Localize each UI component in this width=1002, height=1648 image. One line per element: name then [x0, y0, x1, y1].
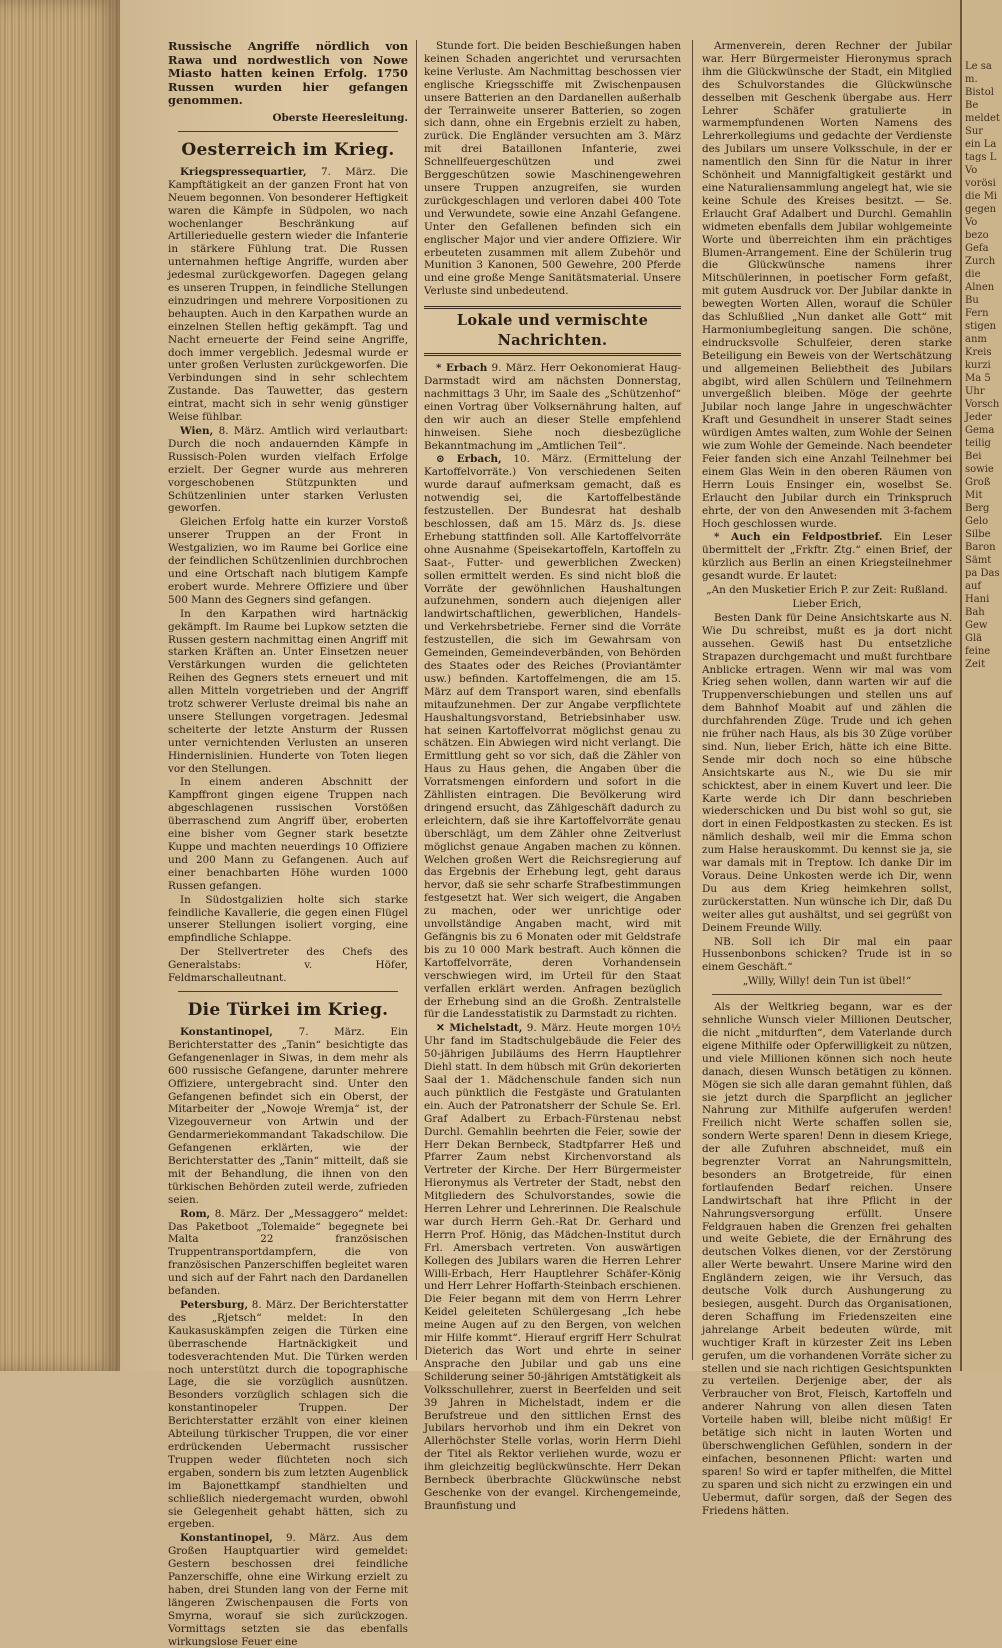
article-paragraph: Als der Weltkrieg begann, war es der sehnliche Wunsch vieler Millionen Deutscher, die nicht „mitdurften“, dem Vaterlande durch eigene Mithilfe oder Opferwilligkeit zu nützen, und viele Millionen können sich noch heute danach, diesen Wunsch betätigen zu können. Mögen sie sich alle daran gemahnt fühlen, daß sie jetzt durch die Sparpflicht an jeglicher Nahrung zur Mithilfe aufgerufen werden! Freilich nicht Werte schaffen sollen sie, sondern Werte sparen! Denn in diesem Kriege, der alle Zufuhren abschneidet, muß ein begrenzter Vorrat an Nahrungsmitteln, besonders an Brotgetreide, für einen fortlaufenden Bedarf reichen. Unsere Landwirtschaft hat ihre Pflicht in der Nahrungsversorgung erfüllt. Unsere Feldgrauen haben die Grenzen frei gehalten und weite Gebiete, die der Ernährung des deutschen Volkes dienen, vor der Zerstörung aller Werte bewahrt. Unsere Marine wird den Engländern zeigen, wie ihr Versuch, das deutsche Volk durch Aushungerung zu besiegen, ausgeht. Durch das Organisationen, deren Schaffung im Friedenszeiten eine jahrelange Arbeit bedeuten würde, mit wuchtiger Kraft in kürzester Zeit ins Leben gerufen, um die vorhandenen Vorräte sicher zu stellen und sie nach richtigen Gesichtspunkten zu verteilen. Derjenige aber, der als Verbraucher von Brot, Fleisch, Kartoffeln und anderer Nahrung von allen diesen Taten Vorteile haben will, bleibe nicht müßig! Er betätige sich nicht in lauten Worten und überschwenglichen Gefühlen, sondern in der einfachen, besonnenen Pflicht: warten und sparen! So wird er tapfer mithelfen, die Mittel zu sparen und sich nicht zu erzwingen ein und Uebermut, dafür sorgen, daß der Segen des Friedens hätten.: [702, 1001, 952, 1517]
dateline: ✕ Michelstadt,: [436, 1022, 523, 1035]
letter-reply: „Willy, Willy! dein Tun ist übel!“: [742, 975, 912, 988]
divider: [712, 994, 942, 995]
column-rule: [692, 40, 693, 1360]
headline-local-news: Lokale und vermischte Nachrichten.: [424, 306, 681, 356]
letter-address: „An den Musketier Erich P. zur Zeit: Rußland.: [706, 584, 948, 597]
letter-postscript: NB. Soll ich Dir mal ein paar Hussenbonbons schicken? Trude ist in so einem Geschäft.“: [702, 935, 952, 974]
dateline: Wien,: [180, 425, 214, 437]
article-paragraph: Rom, 8. März. Der „Messaggero“ meldet: Das Paketboot „Tolemaide“ begegnete bei Malta 22 französischen Truppentransportdampfern, die von französischen Panzerschiffen begleitet waren und sich auf der Fahrt nach den Dardanellen befanden.: [168, 1207, 408, 1298]
article-paragraph: Armenverein, deren Rechner der Jubilar war. Herr Bürgermeister Hieronymus sprach ihm die Glückwünsche der Stadt, ein Mitglied des Schulvorstandes die Glückwünsche desselben mit Geschenk übergabe aus. Herr Lehrer Schäfer gratulierte in warmempfundenen Worten Namens des Lehrerkollegiums und gedachte der Verdienste des Jubilars um unsere Volksschule, in der er namentlich den Sinn für die Natur in ihrer Schönheit und Mannigfaltigkeit gestärkt und eine Naturaliensammlung angelegt hat, wie sie keine Schule des Kreises besitzt. — Se. Erlaucht Graf Adalbert und Durchl. Gemahlin widmeten ebenfalls dem Jubilar wohlgemeinte Worte und überreichten ihm ein prächtiges Blumen-Arrangement. Eine der Schülerin trug die Glückwünsche namens ihrer Mitschülerinnen, in poetischer Form gefaßt, mit gutem Ausdruck vor. Der Jubilar dankte in bewegten Worten Allen, worauf die Schüler das Schlußlied „Nun danket alle Gott“ mit Harmoniumbegleitung sangen. Die schöne, eindrucksvolle Schulfeier, deren starke Beteiligung ein Beweis von der Wertschätzung und allgemeinen Beliebtheit des Jubilars abgibt, wird allen Schülern und Teilnehmern unvergeßlich bleiben. Möge der geehrte Jubilar noch lange Jahre in ungeschwächter Kraft und Gesundheit in unserer Stadt seines würdigen Amtes walten, zum Wohle der Seinen wie zum Wohle der Gemeinde. Nach beendeter Feier fanden sich eine Anzahl Teilnehmer bei einem Glas Wein in den oberen Räumen von Herrn Louis Ensinger ein, woselbst Se. Erlaucht den Jubilar durch ein Trinkspruch ehrte, der von den Anwesenden mit 3-fachem Hoch geschlossen wurde.: [702, 40, 952, 530]
adjacent-page-fragments: Le sa m. Bistol Be meldet Sur ein La tags L Vo vorösi die Mi gegen Vo bezo Gefa Zurch die Alnen Bu Fern stigen anm Kreis kurzi Ma 5 Uhr Vorsch Jeder Gema teilig Bei sowie Groß Mit Berg Gelo Silbe Baron Sämt pa Das auf Hani Bah Gew Glä feine Zeit: [965, 61, 1000, 670]
column-left: [168, 39, 408, 1648]
divider: [178, 991, 398, 992]
article-paragraph: Konstantinopel, 7. März. Ein Berichterstatter des „Tanin“ besichtigte das Gefangenenlager in Siwas, in dem mehr als 600 russische Gefangene, darunter mehrere Offiziere, untergebracht sind. Unter den Gefangenen befindet sich ein Oberst, der Mitarbeiter der „Nowoje Wremja“ ist, der Vizegouverneur von Artwin und der Gendarmeriekommandant Takadschilow. Die Gefangenen erklärten, wie der Berichterstatter des „Tanin“ mitteilt, daß sie mit der Behandlung, die ihnen von den türkischen Behörden zuteil werde, zufrieden seien.: [168, 1025, 408, 1206]
article-paragraph: In Südostgalizien holte sich starke feindliche Kavallerie, die gegen einen Flügel unserer Stellungen isoliert vorging, eine empfindliche Schlappe.: [168, 893, 408, 945]
article-paragraph: Wien, 8. März. Amtlich wird verlautbart: Durch die noch andauernden Kämpfe in Russisch-Polen wurden vielfach Erfolge erzielt. Der Gegner wurde aus mehreren vorgeschobenen Stützpunkten und Schützenlinien unter starken Verlusten geworfen.: [168, 425, 408, 515]
article-signature: Der Stellvertreter des Chefs des Generalstabs: v. Höfer, Feldmarschalleutnant.: [168, 946, 408, 985]
dateline: * Erbach: [436, 362, 488, 375]
dateline: Konstantinopel,: [180, 1025, 273, 1038]
article-paragraph: In den Karpathen wird hartnäckig gekämpft. Im Raume bei Lupkow setzten die Russen gestern nachmittag einen Angriff mit starken Kräften an. Unter Einsetzen neuer Verstärkungen wurden die gelichteten Reihen des Gegners stets erneuert und mit allen Mitteln vorgetrieben und der Angriff trotz schwerer Verluste dreimal bis nahe an unsere Stellungen vorgetragen. Jedesmal scheiterte der letzte Ansturm der Russen unter vernichtenden Verlusten an unseren Hindernislinien. Hunderte von Toten liegen vor den Stellungen.: [168, 607, 408, 775]
letter-body: Besten Dank für Deine Ansichtskarte aus N. Wie Du schreibst, mußt es ja dort nicht aussehen. Gewiß hast Du entsetzliche Strapazen durchgemacht und mußt furchtbare Anblicke ertragen. Wenn wir mal was vom Krieg sehen wollen, dann warten wir auf die Truppenverschiebungen und stellen uns auf dem Bahnhof Moabit auf und zählen die durchfahrenden Züge. Trude und ich gehen nie früher nach Haus, als bis 30 Züge vorüber sind. Nun, lieber Erich, hätte ich eine Bitte. Sende mir doch noch so eine hübsche Ansichtskarte aus N., wie Du sie mir schicktest, aber in einem Kuvert und leer. Die Karte werde ich Dir dann beschrieben wiederschicken und Du bist wohl so gut, sie dort in einen Feldpostkasten zu stecken. Es ist nämlich deshalb, weil mir die Emma schon zum Halse herauskommt. Du kennst sie ja, sie war damals mit in Treptow. Ich danke Dir im Voraus. Deine Unkosten werde ich Dir, wenn Du aus dem Krieg heimkehren sollst, zurückerstatten. Nun wünsche ich Dir, daß Du weiter alles gut aushältst, und sei gegrüßt von Deinem Freunde Willy.: [702, 611, 952, 934]
column-right: [702, 40, 952, 1517]
dateline: Konstantinopel,: [180, 1532, 273, 1545]
column-middle: [424, 40, 681, 1512]
headline-austria: Oesterreich im Krieg.: [181, 139, 395, 160]
article-paragraph: * Auch ein Feldpostbrief. Ein Leser übermittelt der „Frkftr. Ztg.“ einen Brief, der kürzlich aus Berlin an einen Kriegsteilnehmer gesandt wurde. Er lautet:: [702, 531, 952, 583]
dateline: ⊙ Erbach,: [436, 453, 502, 466]
article-paragraph: Kriegspressequartier, 7. März. Die Kampftätigkeit an der ganzen Front hat von Neuem begonnen. Von besonderer Heftigkeit waren die Kämpfe in Südpolen, wo nach wochenlanger Beschränkung auf Artillerieduelle gestern wieder die Infanterie in stärkere Fühlung trat. Die Russen unternahmen heftige Angriffe, wurden aber jedesmal zurückgeworfen. Dagegen gelang es unseren Truppen, in feindliche Stellungen einzudringen und mehrere Vorpositionen zu behaupten. Auch in den Karpathen wurde an einzelnen Stellen heftig gekämpft. Tag und Nacht erneuerte der Feind seine Angriffe, doch immer vergeblich. Jedesmal wurde er unter großen Verlusten zurückgeworfen. Die Verbindungen sind in sehr schlechtem Zustande. Das Tauwetter, das gestern eintrat, macht sich in sehr wenig günstiger Weise fühlbar.: [168, 165, 408, 424]
book-binding-edge: [0, 0, 120, 1371]
adjacent-page-edge: [960, 0, 1002, 1371]
dateline: Rom,: [180, 1207, 211, 1220]
article-paragraph: Konstantinopel, 9. März. Aus dem Großen Hauptquartier wird gemeldet: Gestern beschossen drei feindliche Panzerschiffe, ohne eine Wirkung erzielt zu haben, drei Stunden lang von der Ferne mit längeren Zwischenpausen die Forts von Smyrna, worauf sie sich zurückzogen. Vormittags setzten sie das ebenfalls wirkungslose Feuer eine: [168, 1532, 408, 1648]
letter-salutation: Lieber Erich,: [792, 597, 862, 610]
lead-signature: Oberste Heeresleitung.: [272, 111, 408, 124]
article-paragraph: Petersburg, 8. März. Der Berichterstatter des „Rjetsch“ meldet: In den Kaukasuskämpfen zeigen die Türken eine überraschende Hartnäckigkeit und todesverachtenden Mut. Die Türken werden noch unterstützt durch die topographische Lage, die sie vorzüglich ausnützen. Besonders vorzüglich schlagen sich die konstantinopeler Truppen. Der Berichterstatter erzählt von einer kleinen Abteilung türkischer Truppen, die vor einer erdrückenden Uebermacht russischer Truppen weder flüchteten noch sich ergaben, sondern bis zum letzten Augenblick im Bajonettkampf standhielten und schließlich niedergemacht wurden, obwohl sie Gelegenheit gehabt hätten, sich zu ergeben.: [168, 1299, 408, 1531]
newspaper-page: [120, 0, 960, 1648]
article-paragraph: * Erbach 9. März. Herr Oekonomierat Haug-Darmstadt wird am nächsten Donnerstag, nachmittags 3 Uhr, im Saale des „Schützenhof“ einen Vortrag über Volksernährung halten, auf den wir auch an dieser Stelle empfehlend hinweisen. Siehe noch diesbezügliche Bekanntmachung im „Amtlichen Teil“.: [424, 362, 681, 452]
headline-turkey: Die Türkei im Krieg.: [187, 999, 389, 1020]
dateline: Petersburg,: [180, 1299, 249, 1311]
dateline: Kriegspressequartier,: [180, 165, 307, 178]
column-rule: [416, 40, 417, 1360]
dateline: * Auch ein Feldpostbrief.: [714, 531, 883, 544]
article-paragraph: ✕ Michelstadt, 9. März. Heute morgen 10½ Uhr fand im Stadtschulgebäude die Feier des 50-jährigen Jubiläums des Herrn Hauptlehrer Diehl statt. In dem hübsch mit Grün dekorierten Saal der 1. Mädchenschule fanden sich nun auch pünktlich die Festgäste und Gratulanten ein. Auch der Patronatsherr der Schule Se. Erl. Graf Adalbert zu Erbach-Fürstenau nebst Durchl. Gemahlin beehrten die Feier, sowie der Herr Dekan Bernbeck, Stadtpfarrer Heß und Pfarrer Zaum nebst Kirchenvorstand als Vertreter der Kirche. Der Herr Bürgermeister Hieronymus als Vertreter der Stadt, nebst den Mitgliedern des Schulvorstandes, sowie die Herren Lehrer und Lehrerinnen. Die Realschule war durch Herrn Geh.-Rat Dr. Gerhard und Herrn Prof. Hönig, das Mädchen-Institut durch Frl. Amersbach vertreten. Von auswärtigen Kollegen des Jubilars waren die Herren Lehrer Willi-Erbach, Herr Hauptlehrer Schäfer-König und Herr Lehrer Hoffarth-Steinbach erschienen. Die Feier begann mit dem von Herrn Lehrer Keidel geleiteten Schülergesang „Ich hebe meine Augen auf zu den Bergen, von welchen mir Hilfe kommt“. Hierauf ergriff Herr Schulrat Dieterich das Wort und ehrte in seiner Ansprache den Jubilar und gab uns eine Schilderung seiner 50-jährigen Amtstätigkeit als Volksschullehrer, zuerst in Beerfelden und seit 39 Jahren in Michelstadt, indem er die Berufstreue und den sittlichen Ernst des Jubilars hervorhob und ihm ein Dekret von Allerhöchster Stelle vorlas, worin Herrn Diehl der Titel als Rektor verliehen wurde, wozu er ihm gleichzeitig beglückwünschte. Herr Dekan Bernbeck überbrachte Glückwünsche nebst Geschenke von der evangel. Kirchengemeinde, Braunfistung und: [424, 1022, 681, 1512]
divider: [178, 131, 398, 132]
article-paragraph: Stunde fort. Die beiden Beschießungen haben keinen Schaden angerichtet und verursachten keine Verluste. Am Nachmittag beschossen vier englische Kriegsschiffe mit Zwischenpausen unsere Batterien an den Dardanellen außerhalb der Terrainweite unserer Batterien, so zogen sich dann, ohne ein Ergebnis erzielt zu haben, zurück. Die Engländer versuchten am 3. März mit drei Bataillonen Infanterie, zwei Schnellfeuergeschützen und zwei Berggeschützen sowie Maschinengewehren unsere Truppen anzugreifen, sie wurden zurückgeschlagen und verloren dabei 400 Tote und Verwundete, sowie eine Anzahl Gefangene. Unter den Gefallenen befinden sich ein englischer Major und vier andere Offiziere. Wir erbeuteten zusammen mit allem Zubehör und Munition 3 Kanonen, 500 Gewehre, 200 Pferde und eine große Menge Sanitätsmaterial. Unsere Verluste sind unbedeutend.: [424, 40, 681, 298]
article-paragraph: In einem anderen Abschnitt der Kampffront gingen eigene Truppen nach abgeschlagenen russischen Vorstößen überraschend zum Angriff über, eroberten eine bisher vom Gegner stark besetzte Kuppe und machten neuerdings 10 Offiziere und 200 Mann zu Gefangenen. Auch auf einer benachbarten Höhe wurden 1000 Russen gefangen.: [168, 776, 408, 892]
article-paragraph: ⊙ Erbach, 10. März. (Ermittelung der Kartoffelvorräte.) Von verschiedenen Seiten wurde darauf aufmerksam gemacht, daß es notwendig sei, die Kartoffelbestände festzustellen. Der Bundesrat hat deshalb beschlossen, daß am 15. März ds. Js. diese Erhebung stattfinden soll. Alle Kartoffelvorräte ohne Ausnahme (Speisekartoffeln, Kartoffeln zu Saat-, Futter- und gewerblichen Zwecken) sollen ermittelt werden. Es sind nicht bloß die Vorräte der gewöhnlichen Haushaltungen aufzunehmen, sondern auch diejenigen aller landwirtschaftlichen, gewerblichen, Handels- und Verkehrsbetriebe. Ferner sind die Vorräte festzustellen, die sich im Gewahrsam von Gemeinden, Gemeindeverbänden, von Behörden des Staates oder des Reiches (Proviantämter usw.) befinden. Kartoffelmengen, die am 15. März auf dem Transport waren, sind ebenfalls mitaufzunehmen. Der zur Angabe verpflichtete Haushaltungsvorstand, Betriebsinhaber usw. hat seinen Kartoffelvorrat möglichst genau zu schätzen. Ein Abwiegen wird nicht verlangt. Die Ermittlung geht so vor sich, daß die Zähler von Haus zu Haus gehen, die Angaben über die Vorratsmengen einfordern und sofort in die Zähllisten eintragen. Die Bevölkerung wird dringend ersucht, das Zählgeschäft dadurch zu erleichtern, daß sie ihre Kartoffelvorräte genau überschlägt, um dem Zähler ohne Zeitverlust möglichst genaue Angaben machen zu können. Welchen großen Wert die Reichsregierung auf das Ergebnis der Erhebung legt, geht daraus hervor, daß sie sehr scharfe Strafbestimmungen festgesetzt hat. Wer sich weigert, die Angaben zu machen, oder wer unrichtige oder unvollständige Angaben macht, wird mit Gefängnis bis zu 6 Monaten oder mit Geldstrafe bis zu 10 000 Mark bestraft. Auch können die Kartoffelvorräte, deren Vorhandensein verschwiegen wird, im Urteil für den Staat verfallen erklärt werden. Anfragen bezüglich der Erhebung sind an die Großh. Zentralstelle für die Landesstatistik zu Darmstadt zu richten.: [424, 453, 681, 1021]
article-paragraph: Gleichen Erfolg hatte ein kurzer Vorstoß unserer Truppen an der Front in Westgalizien, wo im Raume bei Gorlice eine der feindlichen Schützenlinien durchbrochen und eine Ortschaft nach blutigem Kampfe erobert wurde. Mehrere Offiziere und über 500 Mann des Gegners sind gefangen.: [168, 516, 408, 606]
lead-report: Russische Angriffe nördlich von Rawa und nordwestlich von Nowe Miasto hatten keinen Erfolg. 1750 Russen wurden hier gefangen genommen.: [168, 39, 408, 108]
